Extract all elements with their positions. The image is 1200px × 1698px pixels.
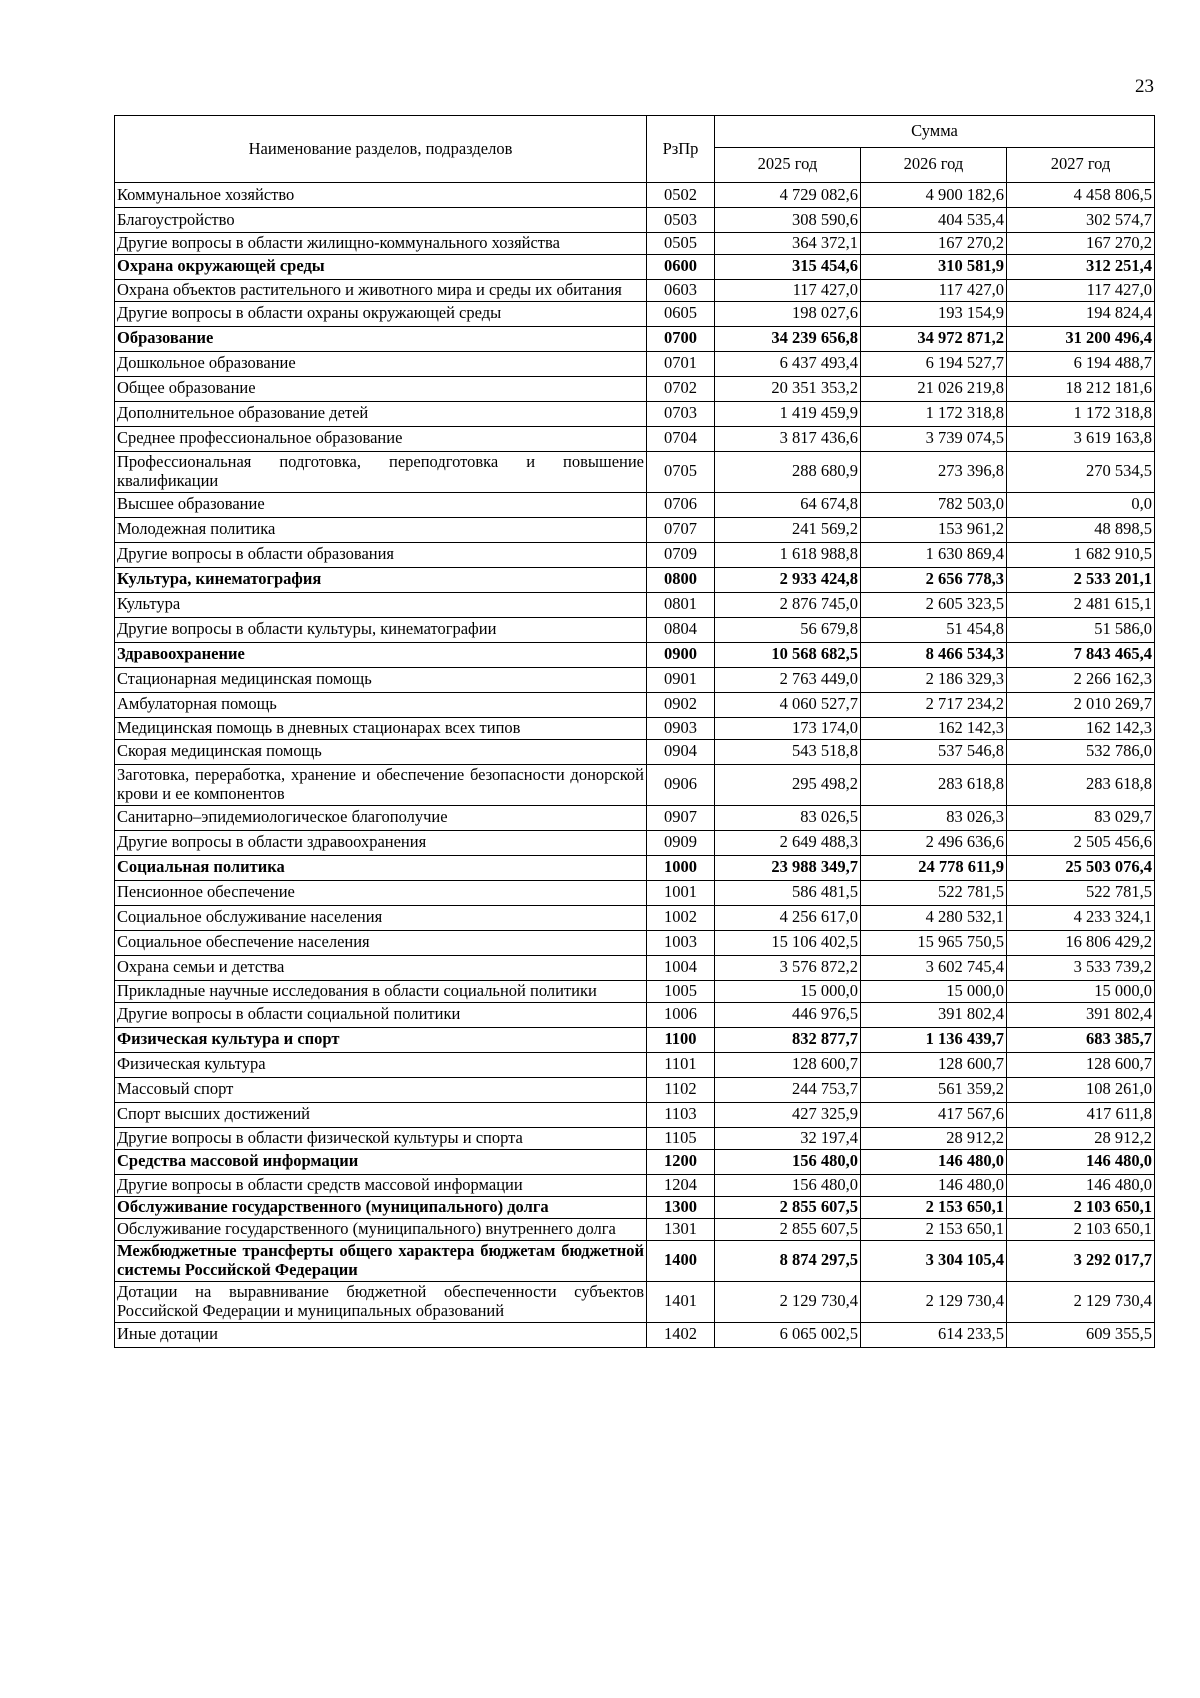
row-value-2025: 6 065 002,5 xyxy=(715,1322,861,1347)
row-value-2027: 128 600,7 xyxy=(1007,1052,1155,1077)
row-value-2026: 2 186 329,3 xyxy=(861,667,1007,692)
row-code: 0605 xyxy=(647,301,715,326)
table-row xyxy=(115,208,1155,233)
table-row xyxy=(115,1281,1155,1322)
row-code: 0903 xyxy=(647,717,715,739)
row-value-2025: 308 590,6 xyxy=(715,208,861,233)
row-name: Обслуживание государственного (муниципального) внутреннего долга xyxy=(115,1218,647,1240)
row-value-2026: 2 717 234,2 xyxy=(861,692,1007,717)
row-code: 0900 xyxy=(647,642,715,667)
row-name: Санитарно–эпидемиологическое благополучие xyxy=(115,805,647,830)
row-value-2026: 2 153 650,1 xyxy=(861,1196,1007,1218)
table-row xyxy=(115,183,1155,208)
header-year-2025: 2025 год xyxy=(715,147,861,182)
row-code: 1100 xyxy=(647,1027,715,1052)
table-row xyxy=(115,880,1155,905)
table-row xyxy=(115,805,1155,830)
table-row xyxy=(115,980,1155,1002)
row-code: 1301 xyxy=(647,1218,715,1240)
row-name: Средства массовой информации xyxy=(115,1149,647,1174)
section-row xyxy=(115,1027,1155,1052)
row-name: Молодежная политика xyxy=(115,517,647,542)
section-row xyxy=(115,1240,1155,1281)
row-value-2027: 6 194 488,7 xyxy=(1007,351,1155,376)
row-name: Межбюджетные трансферты общего характера бюджетам бюджетной системы Российской Федерации xyxy=(115,1240,647,1281)
row-name: Среднее профессиональное образование xyxy=(115,426,647,451)
row-code: 0906 xyxy=(647,764,715,805)
row-value-2025: 1 419 459,9 xyxy=(715,401,861,426)
row-code: 0709 xyxy=(647,542,715,567)
row-name: Другие вопросы в области социальной политики xyxy=(115,1002,647,1027)
row-value-2027: 162 142,3 xyxy=(1007,717,1155,739)
row-value-2026: 193 154,9 xyxy=(861,301,1007,326)
row-value-2027: 3 533 739,2 xyxy=(1007,955,1155,980)
row-value-2025: 3 817 436,6 xyxy=(715,426,861,451)
table-row xyxy=(115,301,1155,326)
row-value-2025: 23 988 349,7 xyxy=(715,855,861,880)
row-code: 1105 xyxy=(647,1127,715,1149)
row-code: 1101 xyxy=(647,1052,715,1077)
header-year-2026: 2026 год xyxy=(861,147,1007,182)
row-value-2025: 427 325,9 xyxy=(715,1102,861,1127)
row-value-2025: 1 618 988,8 xyxy=(715,542,861,567)
row-code: 1001 xyxy=(647,880,715,905)
row-value-2027: 283 618,8 xyxy=(1007,764,1155,805)
section-row xyxy=(115,1149,1155,1174)
row-name: Образование xyxy=(115,326,647,351)
row-value-2026: 6 194 527,7 xyxy=(861,351,1007,376)
row-value-2027: 609 355,5 xyxy=(1007,1322,1155,1347)
table-row xyxy=(115,1218,1155,1240)
row-code: 0603 xyxy=(647,279,715,301)
table-row xyxy=(115,1127,1155,1149)
table-row xyxy=(115,401,1155,426)
row-value-2026: 2 656 778,3 xyxy=(861,567,1007,592)
row-value-2025: 34 239 656,8 xyxy=(715,326,861,351)
row-value-2026: 4 900 182,6 xyxy=(861,183,1007,208)
row-name: Другие вопросы в области жилищно-коммунального хозяйства xyxy=(115,233,647,255)
row-value-2025: 128 600,7 xyxy=(715,1052,861,1077)
row-code: 1402 xyxy=(647,1322,715,1347)
row-value-2027: 108 261,0 xyxy=(1007,1077,1155,1102)
row-name: Профессиональная подготовка, переподготовка и повышение квалификации xyxy=(115,451,647,492)
row-value-2025: 446 976,5 xyxy=(715,1002,861,1027)
row-value-2026: 3 602 745,4 xyxy=(861,955,1007,980)
row-name: Высшее образование xyxy=(115,492,647,517)
row-value-2027: 2 103 650,1 xyxy=(1007,1196,1155,1218)
row-name: Массовый спорт xyxy=(115,1077,647,1102)
row-value-2025: 117 427,0 xyxy=(715,279,861,301)
row-value-2025: 15 106 402,5 xyxy=(715,930,861,955)
row-value-2025: 4 729 082,6 xyxy=(715,183,861,208)
table-row xyxy=(115,1102,1155,1127)
row-value-2027: 48 898,5 xyxy=(1007,517,1155,542)
row-name: Физическая культура xyxy=(115,1052,647,1077)
row-value-2027: 83 029,7 xyxy=(1007,805,1155,830)
row-value-2025: 8 874 297,5 xyxy=(715,1240,861,1281)
budget-table xyxy=(114,115,1155,1348)
table-row xyxy=(115,351,1155,376)
row-code: 0904 xyxy=(647,739,715,764)
table-row xyxy=(115,1002,1155,1027)
row-code: 0600 xyxy=(647,254,715,279)
table-row xyxy=(115,617,1155,642)
row-value-2027: 270 534,5 xyxy=(1007,451,1155,492)
row-code: 0902 xyxy=(647,692,715,717)
section-row xyxy=(115,567,1155,592)
row-name: Охрана окружающей среды xyxy=(115,254,647,279)
row-value-2026: 146 480,0 xyxy=(861,1149,1007,1174)
row-value-2025: 156 480,0 xyxy=(715,1174,861,1196)
header-sum: Сумма xyxy=(715,116,1155,148)
row-code: 0801 xyxy=(647,592,715,617)
row-code: 1005 xyxy=(647,980,715,1002)
table-row xyxy=(115,667,1155,692)
row-value-2026: 117 427,0 xyxy=(861,279,1007,301)
row-value-2025: 4 060 527,7 xyxy=(715,692,861,717)
row-value-2026: 561 359,2 xyxy=(861,1077,1007,1102)
row-value-2025: 241 569,2 xyxy=(715,517,861,542)
row-value-2025: 20 351 353,2 xyxy=(715,376,861,401)
row-code: 0705 xyxy=(647,451,715,492)
row-code: 1000 xyxy=(647,855,715,880)
row-value-2025: 198 027,6 xyxy=(715,301,861,326)
row-value-2026: 782 503,0 xyxy=(861,492,1007,517)
row-value-2027: 683 385,7 xyxy=(1007,1027,1155,1052)
table-row xyxy=(115,717,1155,739)
section-row xyxy=(115,642,1155,667)
row-code: 1200 xyxy=(647,1149,715,1174)
row-name: Общее образование xyxy=(115,376,647,401)
row-value-2026: 310 581,9 xyxy=(861,254,1007,279)
section-row xyxy=(115,855,1155,880)
row-value-2025: 156 480,0 xyxy=(715,1149,861,1174)
header-name: Наименование разделов, подразделов xyxy=(115,116,647,183)
row-value-2025: 64 674,8 xyxy=(715,492,861,517)
row-value-2027: 167 270,2 xyxy=(1007,233,1155,255)
table-row xyxy=(115,830,1155,855)
row-value-2027: 1 172 318,8 xyxy=(1007,401,1155,426)
table-row xyxy=(115,905,1155,930)
row-code: 0707 xyxy=(647,517,715,542)
row-value-2025: 2 855 607,5 xyxy=(715,1218,861,1240)
row-name: Пенсионное обеспечение xyxy=(115,880,647,905)
row-value-2026: 1 630 869,4 xyxy=(861,542,1007,567)
row-name: Благоустройство xyxy=(115,208,647,233)
row-code: 1204 xyxy=(647,1174,715,1196)
table-row xyxy=(115,376,1155,401)
row-name: Прикладные научные исследования в области социальной политики xyxy=(115,980,647,1002)
table-row xyxy=(115,1052,1155,1077)
row-value-2026: 28 912,2 xyxy=(861,1127,1007,1149)
row-value-2026: 153 961,2 xyxy=(861,517,1007,542)
row-name: Социальная политика xyxy=(115,855,647,880)
table-row xyxy=(115,692,1155,717)
row-value-2026: 2 153 650,1 xyxy=(861,1218,1007,1240)
row-value-2026: 1 172 318,8 xyxy=(861,401,1007,426)
row-code: 0804 xyxy=(647,617,715,642)
row-code: 0702 xyxy=(647,376,715,401)
row-name: Другие вопросы в области охраны окружающей среды xyxy=(115,301,647,326)
table-row xyxy=(115,739,1155,764)
row-value-2026: 2 496 636,6 xyxy=(861,830,1007,855)
row-code: 1002 xyxy=(647,905,715,930)
row-value-2027: 3 619 163,8 xyxy=(1007,426,1155,451)
row-value-2027: 1 682 910,5 xyxy=(1007,542,1155,567)
row-value-2025: 173 174,0 xyxy=(715,717,861,739)
row-value-2026: 15 000,0 xyxy=(861,980,1007,1002)
row-name: Охрана объектов растительного и животного мира и среды их обитания xyxy=(115,279,647,301)
row-value-2027: 15 000,0 xyxy=(1007,980,1155,1002)
row-value-2027: 3 292 017,7 xyxy=(1007,1240,1155,1281)
row-value-2026: 391 802,4 xyxy=(861,1002,1007,1027)
table-body xyxy=(115,183,1155,1348)
row-code: 0706 xyxy=(647,492,715,517)
row-name: Стационарная медицинская помощь xyxy=(115,667,647,692)
row-name: Охрана семьи и детства xyxy=(115,955,647,980)
row-value-2027: 28 912,2 xyxy=(1007,1127,1155,1149)
row-code: 0505 xyxy=(647,233,715,255)
table-row xyxy=(115,955,1155,980)
row-value-2027: 2 481 615,1 xyxy=(1007,592,1155,617)
row-value-2027: 2 010 269,7 xyxy=(1007,692,1155,717)
row-code: 0800 xyxy=(647,567,715,592)
row-value-2025: 32 197,4 xyxy=(715,1127,861,1149)
row-value-2025: 2 933 424,8 xyxy=(715,567,861,592)
row-value-2025: 3 576 872,2 xyxy=(715,955,861,980)
table-row xyxy=(115,451,1155,492)
row-value-2027: 532 786,0 xyxy=(1007,739,1155,764)
row-value-2027: 2 533 201,1 xyxy=(1007,567,1155,592)
table-row xyxy=(115,1174,1155,1196)
row-name: Медицинская помощь в дневных стационарах всех типов xyxy=(115,717,647,739)
header-code: РзПр xyxy=(647,116,715,183)
row-name: Культура xyxy=(115,592,647,617)
row-value-2026: 522 781,5 xyxy=(861,880,1007,905)
row-name: Социальное обеспечение населения xyxy=(115,930,647,955)
header-year-2027: 2027 год xyxy=(1007,147,1155,182)
row-value-2025: 832 877,7 xyxy=(715,1027,861,1052)
row-name: Здравоохранение xyxy=(115,642,647,667)
row-code: 0703 xyxy=(647,401,715,426)
row-value-2027: 16 806 429,2 xyxy=(1007,930,1155,955)
row-value-2025: 56 679,8 xyxy=(715,617,861,642)
row-value-2026: 404 535,4 xyxy=(861,208,1007,233)
row-code: 1102 xyxy=(647,1077,715,1102)
row-name: Скорая медицинская помощь xyxy=(115,739,647,764)
row-value-2026: 1 136 439,7 xyxy=(861,1027,1007,1052)
row-value-2026: 51 454,8 xyxy=(861,617,1007,642)
row-value-2027: 18 212 181,6 xyxy=(1007,376,1155,401)
row-value-2027: 391 802,4 xyxy=(1007,1002,1155,1027)
row-name: Другие вопросы в области здравоохранения xyxy=(115,830,647,855)
row-name: Спорт высших достижений xyxy=(115,1102,647,1127)
row-name: Физическая культура и спорт xyxy=(115,1027,647,1052)
row-value-2025: 15 000,0 xyxy=(715,980,861,1002)
row-value-2025: 83 026,5 xyxy=(715,805,861,830)
row-value-2026: 3 304 105,4 xyxy=(861,1240,1007,1281)
table-row xyxy=(115,233,1155,255)
row-value-2026: 15 965 750,5 xyxy=(861,930,1007,955)
row-value-2027: 25 503 076,4 xyxy=(1007,855,1155,880)
row-code: 0704 xyxy=(647,426,715,451)
row-value-2026: 4 280 532,1 xyxy=(861,905,1007,930)
row-value-2026: 614 233,5 xyxy=(861,1322,1007,1347)
row-value-2025: 2 855 607,5 xyxy=(715,1196,861,1218)
row-code: 0909 xyxy=(647,830,715,855)
row-code: 0701 xyxy=(647,351,715,376)
row-value-2026: 2 605 323,5 xyxy=(861,592,1007,617)
table-row xyxy=(115,592,1155,617)
table-row xyxy=(115,279,1155,301)
row-code: 0502 xyxy=(647,183,715,208)
row-value-2025: 586 481,5 xyxy=(715,880,861,905)
row-name: Заготовка, переработка, хранение и обеспечение безопасности донорской крови и ее компонентов xyxy=(115,764,647,805)
row-value-2025: 543 518,8 xyxy=(715,739,861,764)
page-number: 23 xyxy=(1135,76,1154,97)
row-value-2027: 2 129 730,4 xyxy=(1007,1281,1155,1322)
row-value-2027: 522 781,5 xyxy=(1007,880,1155,905)
row-value-2027: 7 843 465,4 xyxy=(1007,642,1155,667)
row-code: 1103 xyxy=(647,1102,715,1127)
row-name: Другие вопросы в области физической культуры и спорта xyxy=(115,1127,647,1149)
table-row xyxy=(115,764,1155,805)
row-value-2027: 2 266 162,3 xyxy=(1007,667,1155,692)
row-value-2026: 21 026 219,8 xyxy=(861,376,1007,401)
row-value-2027: 194 824,4 xyxy=(1007,301,1155,326)
row-value-2026: 417 567,6 xyxy=(861,1102,1007,1127)
table-row xyxy=(115,1322,1155,1347)
row-value-2027: 302 574,7 xyxy=(1007,208,1155,233)
row-value-2026: 128 600,7 xyxy=(861,1052,1007,1077)
row-value-2026: 537 546,8 xyxy=(861,739,1007,764)
row-value-2025: 315 454,6 xyxy=(715,254,861,279)
section-row xyxy=(115,254,1155,279)
table-row xyxy=(115,542,1155,567)
row-code: 0503 xyxy=(647,208,715,233)
row-value-2026: 273 396,8 xyxy=(861,451,1007,492)
row-value-2027: 4 458 806,5 xyxy=(1007,183,1155,208)
row-value-2026: 146 480,0 xyxy=(861,1174,1007,1196)
row-value-2027: 117 427,0 xyxy=(1007,279,1155,301)
row-value-2026: 3 739 074,5 xyxy=(861,426,1007,451)
row-value-2026: 162 142,3 xyxy=(861,717,1007,739)
row-value-2025: 2 763 449,0 xyxy=(715,667,861,692)
row-name: Иные дотации xyxy=(115,1322,647,1347)
row-value-2027: 146 480,0 xyxy=(1007,1174,1155,1196)
table-row xyxy=(115,930,1155,955)
section-row xyxy=(115,326,1155,351)
row-name: Культура, кинематография xyxy=(115,567,647,592)
row-value-2027: 312 251,4 xyxy=(1007,254,1155,279)
row-value-2027: 146 480,0 xyxy=(1007,1149,1155,1174)
row-value-2025: 10 568 682,5 xyxy=(715,642,861,667)
table-row xyxy=(115,492,1155,517)
row-name: Обслуживание государственного (муниципального) долга xyxy=(115,1196,647,1218)
row-value-2025: 244 753,7 xyxy=(715,1077,861,1102)
row-name: Дошкольное образование xyxy=(115,351,647,376)
row-value-2027: 417 611,8 xyxy=(1007,1102,1155,1127)
row-value-2027: 2 505 456,6 xyxy=(1007,830,1155,855)
row-value-2027: 51 586,0 xyxy=(1007,617,1155,642)
row-value-2025: 2 649 488,3 xyxy=(715,830,861,855)
row-name: Другие вопросы в области средств массовой информации xyxy=(115,1174,647,1196)
table-row xyxy=(115,426,1155,451)
row-value-2026: 283 618,8 xyxy=(861,764,1007,805)
row-value-2025: 2 876 745,0 xyxy=(715,592,861,617)
row-value-2025: 4 256 617,0 xyxy=(715,905,861,930)
row-value-2026: 83 026,3 xyxy=(861,805,1007,830)
row-code: 1400 xyxy=(647,1240,715,1281)
row-code: 1300 xyxy=(647,1196,715,1218)
row-name: Дотации на выравнивание бюджетной обеспеченности субъектов Российской Федерации и муниципальных образований xyxy=(115,1281,647,1322)
row-value-2026: 24 778 611,9 xyxy=(861,855,1007,880)
row-value-2025: 288 680,9 xyxy=(715,451,861,492)
row-code: 0700 xyxy=(647,326,715,351)
row-value-2025: 2 129 730,4 xyxy=(715,1281,861,1322)
row-name: Социальное обслуживание населения xyxy=(115,905,647,930)
table-header xyxy=(115,116,1155,183)
row-name: Другие вопросы в области культуры, кинематографии xyxy=(115,617,647,642)
row-name: Коммунальное хозяйство xyxy=(115,183,647,208)
section-row xyxy=(115,1196,1155,1218)
row-code: 1006 xyxy=(647,1002,715,1027)
row-code: 0907 xyxy=(647,805,715,830)
row-value-2026: 8 466 534,3 xyxy=(861,642,1007,667)
row-value-2027: 4 233 324,1 xyxy=(1007,905,1155,930)
row-value-2026: 2 129 730,4 xyxy=(861,1281,1007,1322)
row-value-2026: 34 972 871,2 xyxy=(861,326,1007,351)
row-name: Дополнительное образование детей xyxy=(115,401,647,426)
row-code: 0901 xyxy=(647,667,715,692)
row-value-2025: 295 498,2 xyxy=(715,764,861,805)
row-name: Другие вопросы в области образования xyxy=(115,542,647,567)
row-value-2027: 0,0 xyxy=(1007,492,1155,517)
row-name: Амбулаторная помощь xyxy=(115,692,647,717)
row-value-2026: 167 270,2 xyxy=(861,233,1007,255)
row-value-2025: 6 437 493,4 xyxy=(715,351,861,376)
table-row xyxy=(115,517,1155,542)
row-code: 1401 xyxy=(647,1281,715,1322)
table-row xyxy=(115,1077,1155,1102)
row-value-2025: 364 372,1 xyxy=(715,233,861,255)
row-value-2027: 2 103 650,1 xyxy=(1007,1218,1155,1240)
row-value-2027: 31 200 496,4 xyxy=(1007,326,1155,351)
row-code: 1004 xyxy=(647,955,715,980)
row-code: 1003 xyxy=(647,930,715,955)
